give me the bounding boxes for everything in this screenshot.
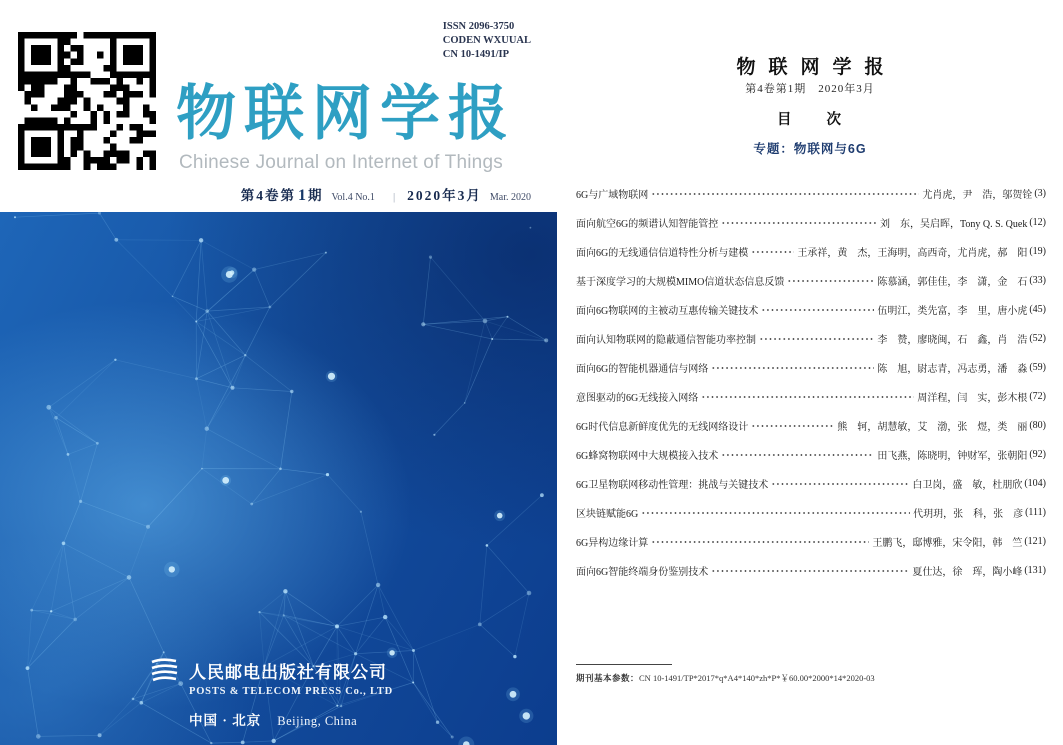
date-cn: 2020年3月 <box>407 188 482 203</box>
cover-header <box>0 0 557 212</box>
coden-line: CODEN WXUUAL <box>442 35 531 46</box>
footer-rule <box>576 664 672 665</box>
dot-leader <box>701 392 914 402</box>
article-title: 6G卫星物联网移动性管理：挑战与关键技术 <box>576 480 769 491</box>
location-cn: 中国 · 北京 <box>189 713 262 728</box>
date-en: Mar. 2020 <box>489 192 531 203</box>
dot-leader <box>759 334 874 344</box>
dot-leader <box>711 566 909 576</box>
article-title: 面向航空6G的频谱认知智能管控 <box>576 219 719 230</box>
article-title: 面向6G的无线通信信道特性分析与建模 <box>576 248 749 259</box>
publisher-block <box>150 657 450 729</box>
article-page-number: (121) <box>1024 536 1046 547</box>
article-authors: 尤肖虎，尹 浩，邬贺铨 <box>922 190 1033 201</box>
article-page-number: (3) <box>1034 188 1046 199</box>
toc-entry-list <box>576 179 1046 585</box>
article-authors: 代玥玥，张 科，张 彦 <box>913 509 1024 520</box>
article-authors: 李 赞，廖晓闽，石 鑫，肖 浩 <box>877 335 1028 346</box>
dot-leader <box>651 189 919 199</box>
dot-leader <box>651 537 869 547</box>
article-page-number: (19) <box>1029 246 1046 257</box>
article-page-number: (131) <box>1024 565 1046 576</box>
article-page-number: (80) <box>1029 420 1046 431</box>
article-title: 面向认知物联网的隐蔽通信智能功率控制 <box>576 335 756 346</box>
cover-artwork <box>0 212 557 745</box>
article-title: 面向6G智能终端身份鉴别技术 <box>576 567 709 578</box>
article-authors: 王鹏飞，邸博雅，宋令阳，韩 竺 <box>872 538 1023 549</box>
article-page-number: (12) <box>1029 217 1046 228</box>
article-page-number: (52) <box>1029 333 1046 344</box>
toc-entry <box>576 324 1046 353</box>
article-authors: 夏仕达，徐 珲，陶小峰 <box>912 567 1023 578</box>
toc-entry <box>576 498 1046 527</box>
article-title: 6G异构边缘计算 <box>576 538 649 549</box>
contents-heading: 目 次 <box>777 112 843 128</box>
issn-block <box>443 20 531 62</box>
toc-entry <box>576 353 1046 382</box>
toc-entry <box>576 440 1046 469</box>
footer-label: 期刊基本参数： <box>576 673 640 683</box>
article-authors: 王承祥，黄 杰，王海明，高西奇，尤肖虎，郝 阳 <box>797 248 1028 259</box>
article-title: 6G时代信息新鲜度优先的无线网络设计 <box>576 422 749 433</box>
journal-parameters-footer <box>576 664 875 684</box>
toc-entry <box>576 295 1046 324</box>
article-title: 面向6G的智能机器通信与网络 <box>576 364 709 375</box>
article-page-number: (72) <box>1029 391 1046 402</box>
article-authors: 白卫岗，盛 敏，杜朋欣 <box>912 480 1023 491</box>
toc-page <box>557 0 1063 745</box>
dot-leader <box>771 479 909 489</box>
article-title: 基于深度学习的大规模MIMO信道状态信息反馈 <box>576 277 785 288</box>
article-authors: 陈慕涵，郭佳佳，李 潇，金 石 <box>877 277 1028 288</box>
article-title: 区块链赋能6G <box>576 509 639 520</box>
article-authors: 陈 旭，尉志青，冯志勇，潘 淼 <box>877 364 1028 375</box>
publisher-name-cn: 人民邮电出版社有限公司 <box>189 662 387 682</box>
article-page-number: (59) <box>1029 362 1046 373</box>
publisher-row <box>150 657 450 683</box>
journal-title-cn: 物联网学报 <box>176 79 516 149</box>
article-authors: 伍明江，类先富，李 里，唐小虎 <box>877 306 1028 317</box>
article-authors: 田飞燕，陈晓明，钟财军，张朝阳 <box>877 451 1028 462</box>
special-topic-heading: 专题：物联网与6G <box>753 142 867 156</box>
location-en: Beijing, China <box>277 714 358 728</box>
article-authors: 熊 轲，胡慧敏，艾 渤，张 煜，类 丽 <box>837 422 1028 433</box>
article-authors: 周洋程，闫 实，彭木根 <box>917 393 1028 404</box>
toc-entry <box>576 179 1046 208</box>
footer-value: CN 10-1491/TP*2017*q*A4*140*zh*P*￥60.00*2000*14*2020-03 <box>639 673 875 683</box>
volume-cn-prefix: 第4卷第 <box>240 188 296 203</box>
article-authors: 刘 东，吴启晖，Tony Q. S. Quek <box>879 219 1028 230</box>
toc-entry <box>576 469 1046 498</box>
issn-line: ISSN 2096-3750 <box>442 21 515 32</box>
article-page-number: (92) <box>1029 449 1046 460</box>
toc-volume-date: 第4卷第1期 2020年3月 <box>745 83 875 95</box>
toc-entry <box>576 266 1046 295</box>
dot-leader <box>761 305 874 315</box>
dot-leader <box>721 218 877 228</box>
volume-en: Vol.4 No.1 <box>331 192 375 203</box>
toc-entry <box>576 237 1046 266</box>
qr-code-icon <box>18 32 156 170</box>
journal-title-en: Chinese Journal on Internet of Things <box>179 152 503 173</box>
dot-leader <box>751 421 834 431</box>
toc-entry <box>576 382 1046 411</box>
toc-entry <box>576 411 1046 440</box>
dot-leader <box>787 276 874 286</box>
publisher-logo-icon <box>150 657 180 683</box>
toc-journal-title: 物联网学报 <box>736 57 897 78</box>
toc-entry <box>576 527 1046 556</box>
toc-entry <box>576 556 1046 585</box>
volume-issue-line <box>241 184 537 205</box>
dot-leader <box>711 363 874 373</box>
cn-line: CN 10-1491/IP <box>442 49 510 60</box>
toc-entry <box>576 208 1046 237</box>
article-title: 6G与广域物联网 <box>576 190 649 201</box>
article-page-number: (104) <box>1024 478 1046 489</box>
publisher-name-en: POSTS & TELECOM PRESS Co., LTD <box>189 686 394 697</box>
article-title: 面向6G物联网的主被动互惠传输关键技术 <box>576 306 759 317</box>
publisher-location <box>189 709 450 729</box>
dot-leader <box>641 508 910 518</box>
issue-number: 1 <box>298 187 306 204</box>
dot-leader <box>721 450 874 460</box>
article-page-number: (45) <box>1029 304 1046 315</box>
volume-cn-suffix: 期 <box>308 188 324 203</box>
article-page-number: (111) <box>1025 507 1046 518</box>
separator: | <box>392 191 396 203</box>
article-title: 意图驱动的6G无线接入网络 <box>576 393 699 404</box>
dot-leader <box>751 247 794 257</box>
article-title: 6G蜂窝物联网中大规模接入技术 <box>576 451 719 462</box>
article-page-number: (33) <box>1029 275 1046 286</box>
